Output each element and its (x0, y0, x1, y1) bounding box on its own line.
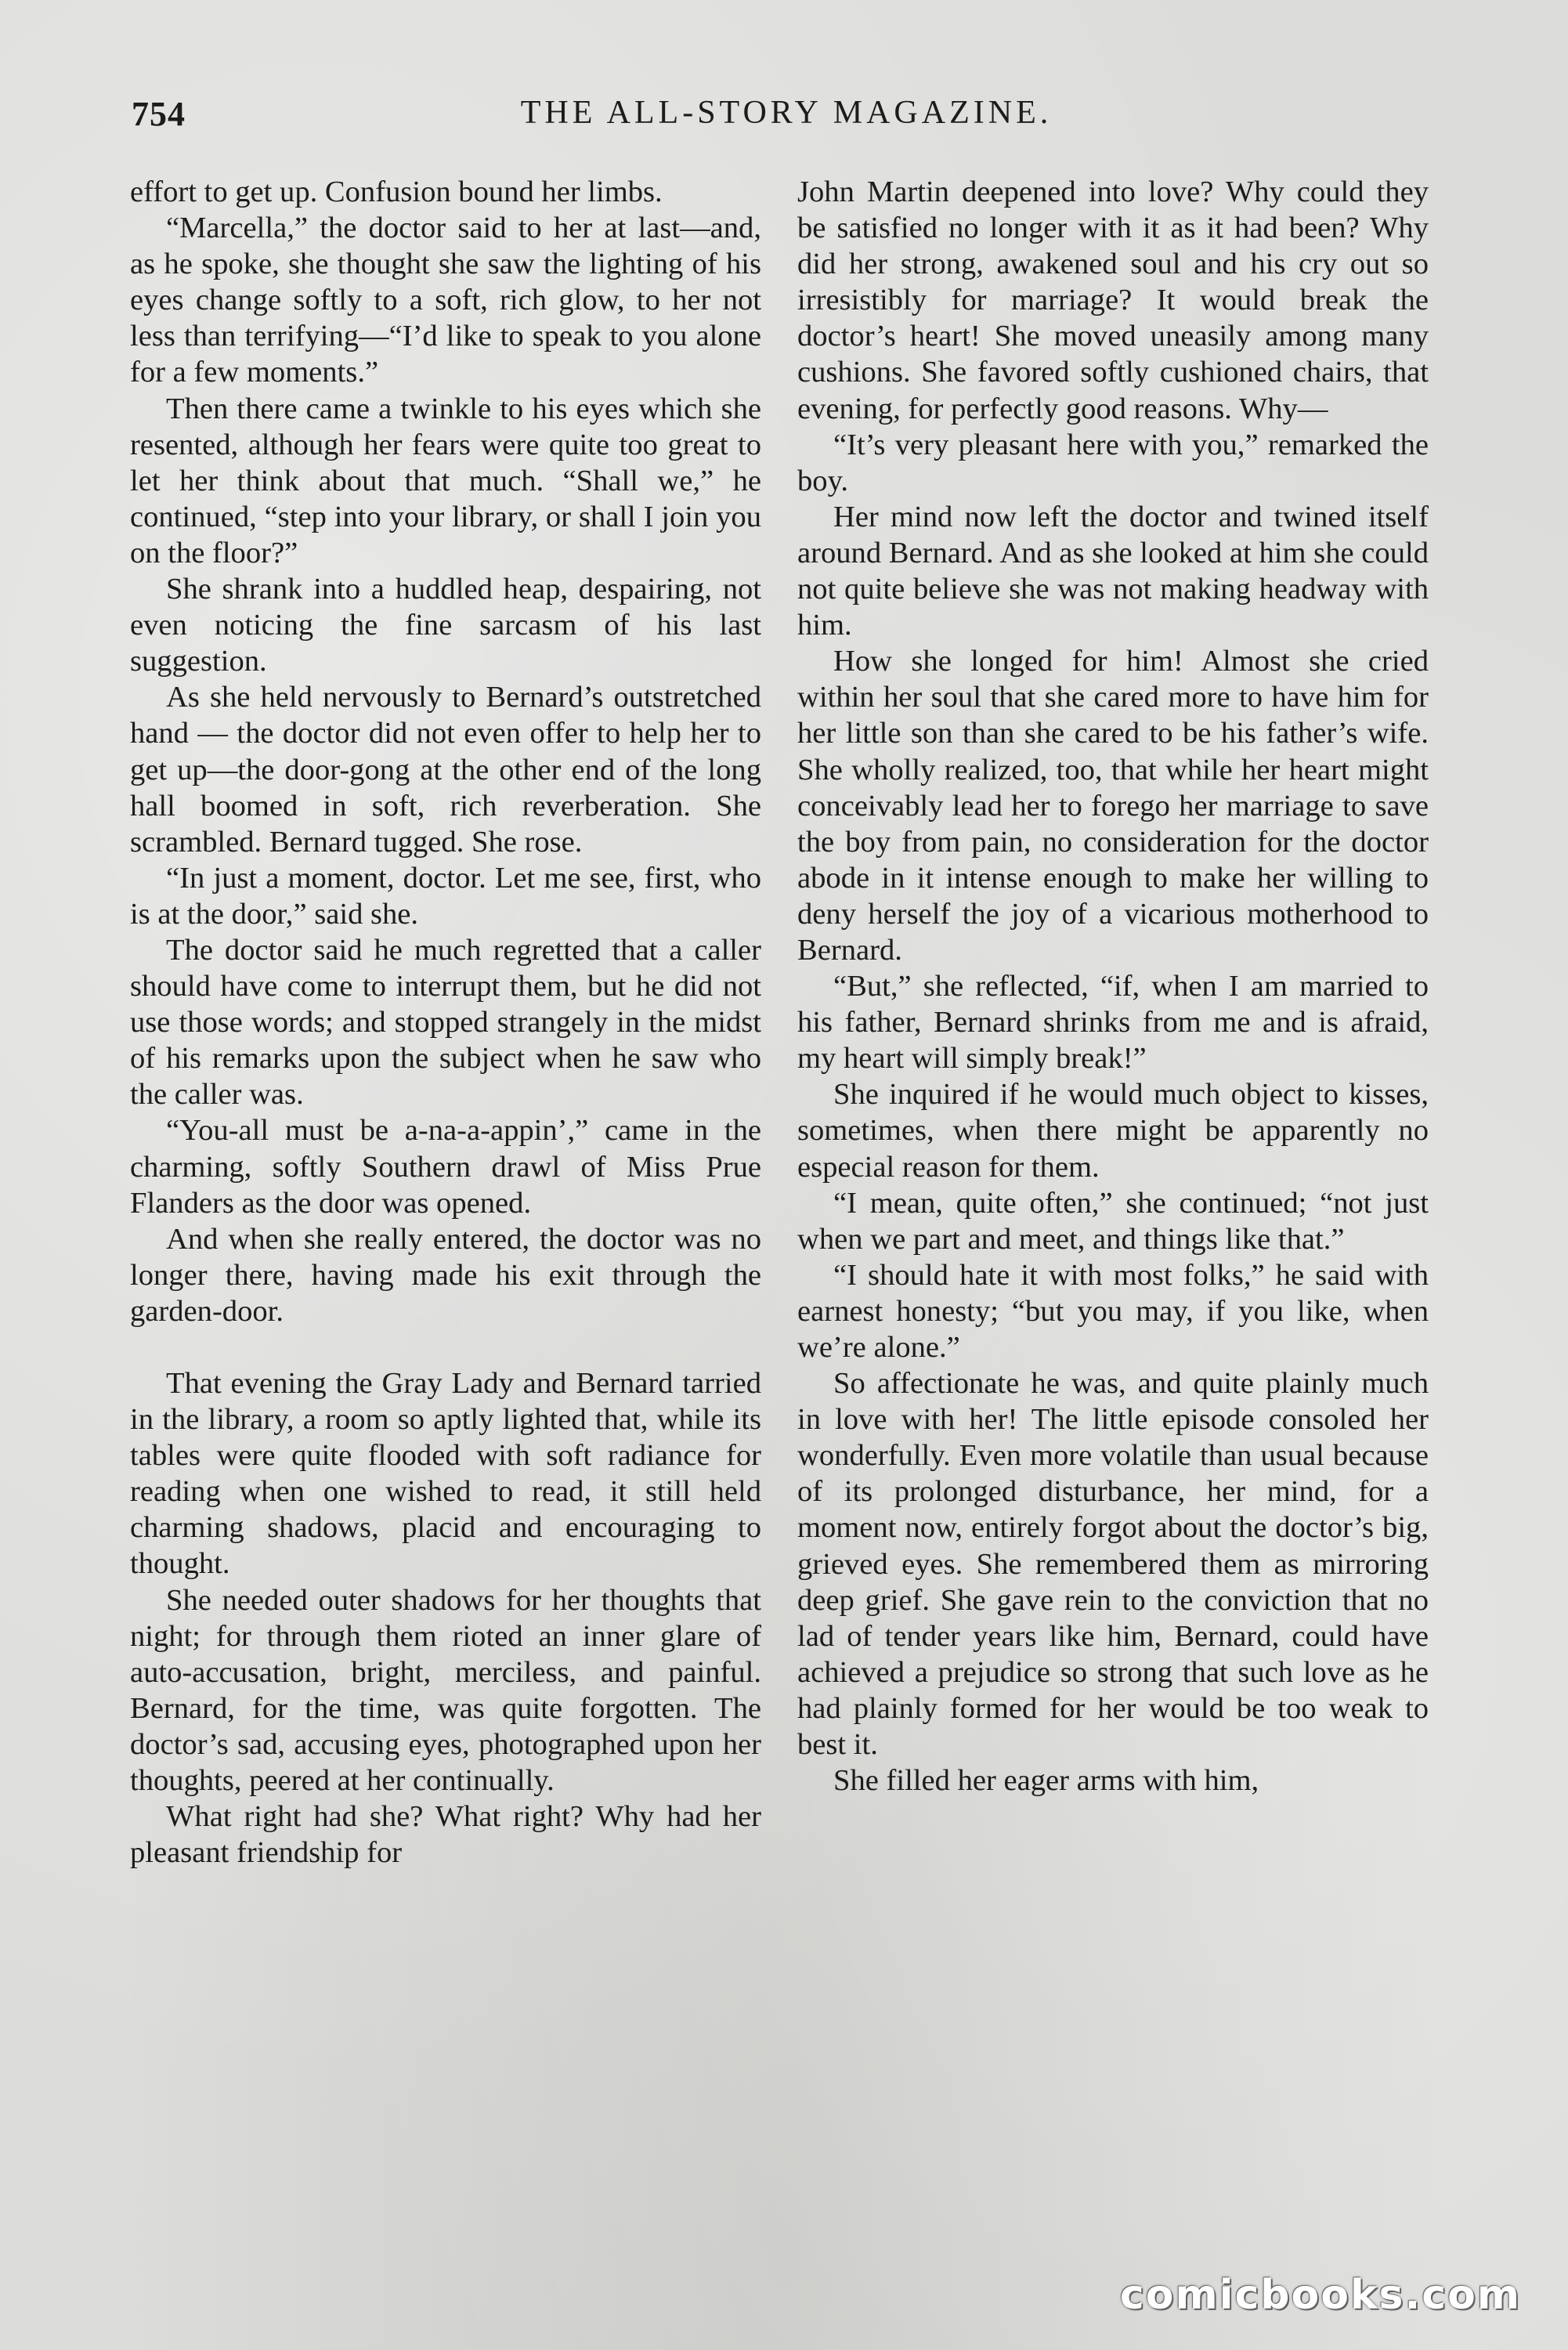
page-number: 754 (132, 95, 186, 133)
paragraph: What right had she? What right? Why had her pleasant friendship for (130, 1800, 761, 1870)
page-header (132, 94, 1441, 149)
paragraph: effort to get up. Confusion bound her limbs. (130, 175, 663, 208)
paragraph: “I mean, quite often,” she continued; “not just when we part and meet, and things like that.” (797, 1186, 1429, 1256)
paragraph: So affectionate he was, and quite plainly much in love with her! The little episode consoled her wonderfully. Even more volatile than usual because of its prolonged disturbance, her mind, for a moment now, entirely forgot about the doctor’s big, grieved eyes. She remembered them as mirroring deep grief. She gave rein to the conviction that no lad of tender years like him, Bernard, could have achieved a prejudice so strong that such love as he had plainly formed for her would be too weak to best it. (797, 1367, 1429, 1762)
paragraph: “Marcella,” the doctor said to her at last—and, as he spoke, she thought she saw the lighting of his eyes change softly to a soft, rich glow, to her not less than terrifying—“I’d like to speak to you alone for a few moments.” (130, 212, 761, 389)
paragraph: She inquired if he would much object to kisses, sometimes, when there might be apparently no especial reason for them. (797, 1078, 1429, 1184)
paragraph: How she longed for him! Almost she cried within her soul that she cared more to have him for her little son than she cared to be his father’s wife. She wholly realized, too, that while her heart might conceivably lead her to forego her marriage to save the boy from pain, no consideration for the doctor abode in it intense enough to make her willing to deny herself the joy of a vicarious motherhood to Bernard. (797, 645, 1429, 967)
paragraph: Then there came a twinkle to his eyes which she resented, although her fears were quite too great to let her think about that much. “Shall we,” he continued, “step into your library, or shall I join you on the floor?” (130, 392, 761, 569)
paragraph: “I should hate it with most folks,” he said with earnest honesty; “but you may, if you like, when we’re alone.” (797, 1258, 1429, 1364)
paragraph: She filled her eager arms with him, (833, 1764, 1259, 1798)
paragraph: That evening the Gray Lady and Bernard tarried in the library, a room so aptly lighted that, while its tables were quite flooded with soft radiance for reading when one wished to read, it still held charming shadows, placid and encouraging to thought. (130, 1367, 761, 1581)
paragraph: The doctor said he much regretted that a caller should have come to interrupt them, but he did not use those words; and stopped strangely in the midst of his remarks upon the subject when he saw who the caller was. (130, 933, 761, 1112)
paragraph: She needed outer shadows for her thoughts that night; for through them rioted an inner glare of auto-accusation, bright, merciless, and painful. Bernard, for the time, was quite forgotten. The doctor’s sad, accusing eyes, photographed upon her thoughts, peered at her continually. (130, 1583, 761, 1798)
left-column (130, 174, 761, 1871)
paragraph: Her mind now left the doctor and twined itself around Bernard. And as she looked at him she could not quite believe she was not making headway with him. (797, 500, 1429, 642)
paragraph: As she held nervously to Bernard’s outstretched hand — the doctor did not even offer to help her to get up—the door-gong at the other end of the long hall boomed in soft, rich reverberation. She scrambled. Bernard tugged. She rose. (130, 681, 761, 859)
paragraph: “In just a moment, doctor. Let me see, first, who is at the door,” said she. (130, 861, 761, 931)
watermark: comicbooks.com (1119, 2272, 1521, 2319)
paragraph: John Martin deepened into love? Why could they be satisfied no longer with it as it had been? Why did her strong, awakened soul and his cry out so irresistibly for marriage? It would break the doctor’s heart! She moved uneasily among many cushions. She favored softly cushioned chairs, that evening, for perfectly good reasons. Why— (797, 175, 1429, 425)
paragraph: And when she really entered, the doctor was no longer there, having made his exit through the garden-door. (130, 1222, 761, 1328)
paragraph: “But,” she reflected, “if, when I am married to his father, Bernard shrinks from me and is afraid, my heart will simply break!” (797, 970, 1429, 1076)
paragraph: She shrank into a huddled heap, despairing, not even noticing the fine sarcasm of his last suggestion. (130, 573, 761, 678)
running-title: THE ALL-STORY MAGAZINE. (520, 95, 1053, 131)
right-column (797, 174, 1429, 1799)
paragraph: “You-all must be a-na-a-appin’,” came in the charming, softly Southern drawl of Miss Prue Flanders as the door was opened. (130, 1114, 761, 1220)
paragraph: “It’s very pleasant here with you,” remarked the boy. (797, 428, 1429, 497)
